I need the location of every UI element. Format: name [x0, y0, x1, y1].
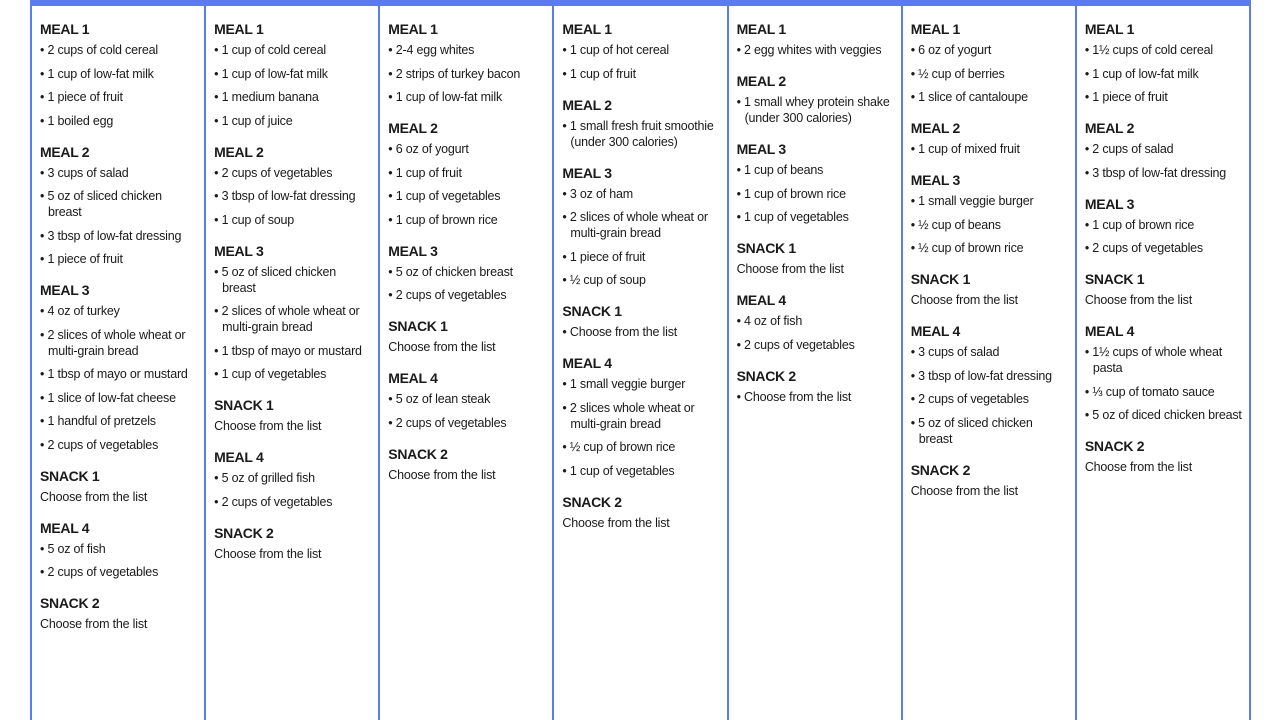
meal-item: • 1 cup of vegetables [562, 463, 720, 479]
snack-note: Choose from the list [910, 293, 1018, 307]
meal-item: • 2 cups of vegetables [1085, 240, 1243, 256]
meal-heading: MEAL 1 [214, 21, 264, 37]
meal-item: • 3 tbsp of low-fat dressing [1085, 165, 1243, 181]
snack-note: Choose from the list [388, 467, 496, 482]
snack-note: Choose from the list [214, 546, 322, 561]
meal-heading: MEAL 4 [388, 370, 438, 386]
day-column [380, 6, 554, 720]
meal-item: • ⅓ cup of tomato sauce [1085, 384, 1243, 400]
meal-heading: MEAL 1 [562, 21, 612, 37]
meal-item: • 1 cup of low-fat milk [388, 89, 546, 105]
meal-heading: MEAL 1 [388, 21, 438, 37]
meal-heading: MEAL 4 [736, 292, 786, 308]
meal-section [562, 355, 720, 479]
meal-section [911, 323, 1069, 447]
meal-heading: MEAL 2 [910, 120, 960, 136]
meal-section [40, 282, 198, 453]
meal-item: • 1 boiled egg [40, 113, 198, 129]
meal-item: • 1 piece of fruit [562, 249, 720, 265]
meal-item: • 1 cup of mixed fruit [911, 141, 1069, 157]
snack-note: Choose from the list [40, 489, 148, 504]
meal-item: • 5 oz of sliced chicken breast [40, 188, 198, 220]
meal-item: • 1 cup of fruit [388, 165, 546, 181]
snack-note: Choose from the list [910, 483, 1018, 498]
meal-item: • 1 cup of vegetables [214, 366, 372, 382]
meal-section [911, 462, 1069, 499]
meal-heading: MEAL 1 [736, 21, 786, 37]
meal-heading: MEAL 3 [214, 242, 264, 259]
meal-section [737, 240, 895, 277]
day-column [32, 6, 206, 720]
meal-item: • 2 cups of vegetables [214, 494, 372, 510]
meal-item: • ½ cup of berries [911, 66, 1069, 82]
meal-item: • 2 cups of vegetables [214, 165, 372, 181]
meal-heading: MEAL 1 [1084, 21, 1135, 37]
meal-item: • 1 cup of brown rice [388, 212, 546, 228]
meal-item: • 2 cups of vegetables [911, 391, 1069, 407]
meal-heading: SNACK 2 [736, 367, 796, 384]
meal-section [737, 368, 895, 405]
meal-item: • 1 tbsp of mayo or mustard [40, 366, 198, 382]
meal-item: • 1 cup of fruit [562, 66, 720, 82]
meal-section [214, 21, 372, 129]
meal-heading: MEAL 4 [910, 323, 960, 339]
meal-heading: SNACK 2 [388, 445, 448, 462]
meal-section [388, 21, 546, 105]
meal-heading: MEAL 4 [40, 519, 90, 536]
meal-item: • 5 oz of lean steak [388, 391, 546, 407]
meal-item: • 1 cup of vegetables [737, 209, 895, 225]
meal-section [1085, 323, 1243, 423]
meal-item: • 1 small veggie burger [911, 193, 1069, 209]
meal-item: • 1½ cups of cold cereal [1085, 42, 1243, 58]
meal-item: • 1 piece of fruit [40, 89, 198, 105]
meal-item: • 1 cup of low-fat milk [1085, 66, 1243, 82]
meal-section [40, 468, 198, 505]
meal-heading: MEAL 1 [910, 21, 960, 37]
meal-item: • 1 cup of brown rice [1085, 217, 1243, 233]
meal-heading: MEAL 3 [736, 141, 786, 157]
meal-item: • 2 cups of vegetables [388, 415, 546, 431]
meal-item: • 1 cup of low-fat milk [214, 66, 372, 82]
meal-heading: MEAL 2 [562, 96, 612, 113]
meal-section [214, 144, 372, 228]
meal-section [562, 494, 720, 531]
meal-item: • 3 tbsp of low-fat dressing [911, 368, 1069, 384]
meal-heading: MEAL 3 [40, 282, 90, 298]
meal-item: • 1 cup of vegetables [388, 188, 546, 204]
meal-item: • 3 cups of salad [40, 165, 198, 181]
meal-section [40, 144, 198, 268]
meal-item: • 1 medium banana [214, 89, 372, 105]
meal-section [214, 397, 372, 434]
meal-section [1085, 196, 1243, 257]
meal-item: • 5 oz of sliced chicken breast [911, 415, 1069, 447]
meal-section [562, 97, 720, 150]
meal-item: • 1 cup of juice [214, 113, 372, 129]
day-column [554, 6, 728, 720]
meal-section [737, 292, 895, 353]
meal-section [388, 370, 546, 431]
meal-item: • 2 strips of turkey bacon [388, 66, 546, 82]
meal-item: • 1 handful of pretzels [40, 413, 198, 429]
day-column [206, 6, 380, 720]
meal-heading: SNACK 1 [40, 467, 100, 484]
meal-item: • 6 oz of yogurt [388, 141, 546, 157]
meal-heading: MEAL 1 [40, 21, 90, 37]
meal-heading: MEAL 3 [562, 164, 612, 181]
meal-item: • 4 oz of fish [737, 313, 895, 329]
meal-item: • 2 slices of whole wheat or multi-grain bread [40, 327, 198, 359]
meal-item: • 1 cup of brown rice [737, 186, 895, 202]
meal-section [911, 120, 1069, 157]
meal-item: • 1 cup of low-fat milk [40, 66, 198, 82]
meal-item: • 4 oz of turkey [40, 303, 198, 319]
snack-note: Choose from the list [40, 617, 148, 631]
meal-item: • ½ cup of beans [911, 217, 1069, 233]
meal-heading: MEAL 4 [1084, 323, 1135, 339]
meal-item: • 5 oz of grilled fish [214, 470, 372, 486]
meal-heading: SNACK 1 [388, 318, 448, 334]
meal-item: • Choose from the list [562, 324, 720, 340]
meal-item: • 1 piece of fruit [1085, 89, 1243, 105]
meal-item: • ½ cup of soup [562, 272, 720, 288]
meal-section [911, 172, 1069, 256]
meal-item: • 1 cup of soup [214, 212, 372, 228]
meal-item: • 1 piece of fruit [40, 251, 198, 267]
meal-item: • 5 oz of sliced chicken breast [214, 264, 372, 296]
meal-item: • 1 cup of beans [737, 162, 895, 178]
meal-section [562, 21, 720, 82]
meal-section [737, 21, 895, 58]
meal-item: • 3 cups of salad [911, 344, 1069, 360]
day-column [903, 6, 1077, 720]
meal-item: • 5 oz of diced chicken breast [1085, 407, 1243, 423]
meal-section [388, 243, 546, 304]
meal-item: • 2 cups of vegetables [737, 337, 895, 353]
meal-item: • 6 oz of yogurt [911, 42, 1069, 58]
snack-note: Choose from the list [1084, 460, 1193, 474]
meal-section [737, 141, 895, 225]
meal-item: • 2 cups of salad [1085, 141, 1243, 157]
day-column [1077, 6, 1251, 720]
meal-heading: MEAL 2 [388, 120, 438, 136]
snack-note: Choose from the list [736, 262, 844, 276]
meal-section [388, 120, 546, 228]
meal-item: • 2 egg whites with veggies [737, 42, 895, 58]
meal-section [1085, 21, 1243, 105]
meal-item: • 3 tbsp of low-fat dressing [40, 228, 198, 244]
meal-item: • 1½ cups of whole wheat pasta [1085, 344, 1243, 376]
meal-heading: MEAL 2 [40, 143, 90, 160]
meal-section [214, 243, 372, 383]
snack-note: Choose from the list [1084, 293, 1193, 307]
meal-heading: SNACK 1 [910, 271, 971, 287]
meal-heading: SNACK 1 [562, 303, 622, 319]
meal-heading: MEAL 2 [1084, 120, 1135, 136]
meal-heading: SNACK 2 [40, 595, 100, 611]
meal-section [1085, 120, 1243, 181]
meal-item: • 1 small veggie burger [562, 376, 720, 392]
meal-item: • 2 slices of whole wheat or multi-grain bread [562, 209, 720, 241]
meal-heading: MEAL 2 [736, 73, 786, 89]
meal-item: • 2 cups of vegetables [40, 564, 198, 580]
meal-heading: MEAL 3 [388, 242, 438, 259]
meal-item: • ½ cup of brown rice [911, 240, 1069, 256]
meal-heading: MEAL 4 [562, 355, 612, 371]
meal-item: • 5 oz of chicken breast [388, 264, 546, 280]
meal-item: • 2-4 egg whites [388, 42, 546, 58]
meal-section [911, 21, 1069, 105]
meal-heading: SNACK 2 [910, 461, 971, 478]
meal-heading: MEAL 4 [214, 449, 264, 465]
snack-note: Choose from the list [214, 419, 322, 433]
meal-heading: SNACK 2 [214, 524, 274, 541]
meal-section [214, 525, 372, 562]
meal-section [214, 449, 372, 510]
meal-heading: SNACK 1 [736, 240, 796, 256]
meal-heading: SNACK 2 [1084, 438, 1145, 454]
snack-note: Choose from the list [562, 515, 670, 530]
meal-item: • 5 oz of fish [40, 541, 198, 557]
meal-heading: SNACK 2 [562, 493, 622, 510]
meal-section [1085, 438, 1243, 475]
meal-section [562, 165, 720, 289]
meal-section [1085, 271, 1243, 308]
meal-section [562, 303, 720, 340]
meal-item: • 2 cups of vegetables [40, 437, 198, 453]
snack-note: Choose from the list [388, 340, 496, 354]
meal-item: • 3 oz of ham [562, 186, 720, 202]
meal-section [40, 21, 198, 129]
meal-item: • 1 slice of low-fat cheese [40, 390, 198, 406]
meal-item: • 3 tbsp of low-fat dressing [214, 188, 372, 204]
meal-item: • 2 slices of whole wheat or multi-grain bread [214, 303, 372, 335]
meal-item: • Choose from the list [737, 389, 895, 405]
meal-item: • 1 cup of hot cereal [562, 42, 720, 58]
meal-item: • 2 cups of vegetables [388, 287, 546, 303]
meal-item: • 1 cup of cold cereal [214, 42, 372, 58]
meal-item: • 1 tbsp of mayo or mustard [214, 343, 372, 359]
meal-heading: MEAL 3 [910, 172, 960, 188]
meal-section [40, 520, 198, 581]
meal-item: • 1 slice of cantaloupe [911, 89, 1069, 105]
meal-section [388, 318, 546, 355]
meal-section [737, 73, 895, 126]
day-column [729, 6, 903, 720]
meal-heading: SNACK 1 [1084, 271, 1145, 287]
meal-item: • 2 slices whole wheat or multi-grain bread [562, 400, 720, 432]
meal-section [388, 446, 546, 483]
meal-item: • 1 small fresh fruit smoothie (under 300 calories) [562, 118, 720, 150]
meal-item: • 1 small whey protein shake (under 300 calories) [737, 94, 895, 126]
meal-heading: MEAL 2 [214, 143, 264, 160]
meal-section [911, 271, 1069, 308]
meal-heading: MEAL 3 [1084, 195, 1135, 212]
meal-item: • ½ cup of brown rice [562, 439, 720, 455]
meal-plan-grid [30, 6, 1251, 720]
meal-item: • 2 cups of cold cereal [40, 42, 198, 58]
meal-heading: SNACK 1 [214, 397, 274, 413]
meal-section [40, 595, 198, 632]
